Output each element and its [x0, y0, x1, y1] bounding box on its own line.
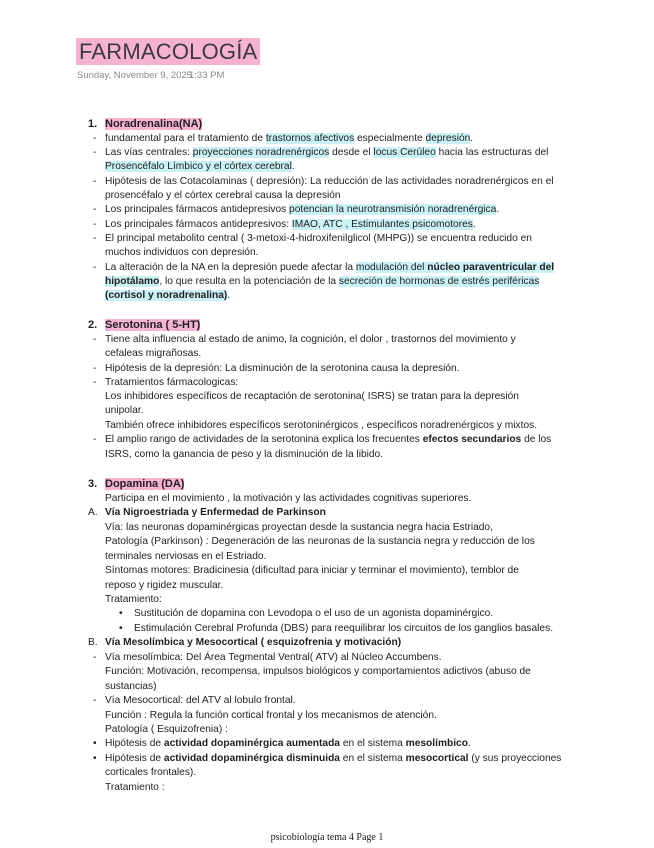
- highlighted-text: modulación del: [355, 262, 428, 273]
- highlighted-text: Serotonina ( 5-HT): [105, 319, 201, 331]
- text-run: cefaleas migrañosas.: [105, 348, 202, 359]
- text-run: de los: [521, 434, 552, 445]
- text-line: [105, 535, 535, 549]
- list-marker: B.: [88, 637, 98, 648]
- text-line: [105, 203, 499, 217]
- highlighted-text: secreción de hormonas de estrés periféricas: [338, 276, 540, 287]
- list-marker: -: [93, 233, 97, 244]
- text-run: .: [467, 738, 471, 749]
- text-line: [105, 132, 473, 146]
- text-line: [105, 146, 548, 160]
- text-run: desde el: [329, 147, 374, 158]
- list-marker: -: [93, 334, 97, 345]
- text-run: También ofrece inhibidores específicos serotoninérgicos , específicos noradrenérgicos y mixtos.: [105, 420, 538, 431]
- text-run: .: [496, 204, 500, 215]
- text-line: [105, 419, 537, 433]
- text-line: [105, 781, 165, 795]
- text-run: .: [472, 219, 476, 230]
- text-run: (y sus proyecciones: [468, 753, 562, 764]
- text-line: [105, 433, 551, 447]
- list-marker: -: [93, 652, 97, 663]
- list-marker: -: [93, 363, 97, 374]
- text-run: Síntomas motores: Bradicinesia (dificultad para iniciar y terminar el movimiento), temblor de: [105, 565, 519, 576]
- text-line: [105, 737, 471, 751]
- text-run: Patología ( Esquizofrenia) :: [105, 724, 228, 735]
- text-line: [105, 404, 144, 418]
- list-marker: -: [93, 219, 97, 230]
- text-run: terminales nerviosas en el Estriado.: [105, 551, 267, 562]
- section-heading: [105, 318, 200, 332]
- highlighted-text: proyecciones noradrenérgicos: [192, 147, 330, 158]
- list-marker: -: [93, 133, 97, 144]
- highlighted-text: depresión: [425, 133, 471, 144]
- text-line: [105, 665, 531, 679]
- section-heading: [105, 117, 202, 131]
- highlighted-text: IMAO, ATC , Estimulantes psicomotores: [291, 219, 473, 230]
- text-run: Tratamiento:: [105, 594, 162, 605]
- text-run: Participa en el movimiento , la motivación y las actividades cognitivas superiores.: [105, 493, 472, 504]
- text-line: [105, 376, 238, 390]
- list-marker: •: [119, 623, 123, 634]
- text-line: [105, 550, 266, 564]
- text-run: sustancias): [105, 681, 157, 692]
- text-run: Vía mesolímbica: Del Área Tegmental Ventral( ATV) al Núcleo Accumbens.: [105, 652, 442, 663]
- text-run: Hipótesis de la depresión: La disminución de la serotonina causa la depresión.: [105, 363, 460, 374]
- text-line: [105, 521, 493, 535]
- text-run: prosencéfalo y el córtex cerebral causa la depresión: [105, 190, 341, 201]
- text-run: .: [470, 133, 474, 144]
- text-run: .: [291, 161, 295, 172]
- text-run: actividad dopaminérgica aumentada: [163, 738, 340, 749]
- text-run: Función: Motivación, recompensa, impulsos biológicos y comportamientos adictivos (abuso de: [105, 666, 531, 677]
- text-run: Sustitución de dopamina con Levodopa o el uso de un agonista dopaminérgico.: [134, 608, 494, 619]
- text-run: El principal metabolito central ( 3-metoxi-4-hidroxifenilglicol (MHPG)) se encuentra reducido en: [105, 233, 532, 244]
- list-marker: •: [93, 753, 97, 764]
- list-marker: •: [119, 608, 123, 619]
- list-marker: 2.: [88, 319, 98, 331]
- highlighted-text: (cortisol y noradrenalina): [105, 290, 228, 301]
- text-run: muchos individuos con depresión.: [105, 247, 259, 258]
- list-marker: -: [93, 204, 97, 215]
- text-run: actividad dopaminérgica disminuida: [163, 753, 340, 764]
- list-marker: -: [93, 176, 97, 187]
- text-run: Vía: las neuronas dopaminérgicas proyectan desde la sustancia negra hacia Estriado,: [105, 522, 493, 533]
- text-line: [105, 289, 230, 303]
- page-title: FARMACOLOGÍA: [76, 38, 260, 65]
- text-line: [105, 636, 401, 650]
- text-line: [105, 390, 519, 404]
- text-run: Los inhibidores específicos de recaptación de serotonina( ISRS) se tratan para la depresión: [105, 391, 519, 402]
- page-footer: psicobiología tema 4 Page 1: [270, 832, 384, 843]
- page-date: Sunday, November 9, 2025: [77, 70, 192, 81]
- section-heading: [105, 477, 184, 491]
- text-line: [105, 160, 295, 174]
- text-line: [105, 189, 341, 203]
- text-line: [105, 362, 460, 376]
- text-run: Hipótesis de las Cotacolaminas ( depresión): La reducción de las actividades noradrenérgicos en el: [105, 176, 554, 187]
- text-run: mesocortical: [405, 753, 469, 764]
- text-run: Tratamientos fármacologicas:: [105, 377, 239, 388]
- text-run: Hipótesis de: [105, 753, 164, 764]
- text-run: La alteración de la NA en la depresión puede afectar la: [105, 262, 356, 273]
- text-run: Vía Mesolímbica y Mesocortical ( esquizofrenia y motivación): [105, 637, 402, 648]
- list-marker: 1.: [88, 118, 98, 130]
- text-run: en el sistema: [339, 753, 406, 764]
- text-run: unipolar.: [105, 405, 144, 416]
- text-run: Función : Regula la función cortical frontal y los mecanismos de atención.: [105, 710, 437, 721]
- list-marker: -: [93, 434, 97, 445]
- text-line: [105, 694, 296, 708]
- text-run: corticales frontales).: [105, 767, 197, 778]
- text-line: [105, 680, 157, 694]
- text-line: [105, 333, 516, 347]
- text-line: [105, 506, 326, 520]
- highlighted-text: hipotálamo: [105, 276, 160, 287]
- text-line: [105, 651, 442, 665]
- text-run: Vía Nigroestriada y Enfermedad de Parkinson: [105, 507, 326, 518]
- text-line: [105, 261, 554, 275]
- text-run: reposo y rigidez muscular.: [105, 580, 224, 591]
- text-run: El amplio rango de actividades de la serotonina explica los frecuentes: [105, 434, 423, 445]
- text-line: [105, 752, 561, 766]
- text-run: Patología (Parkinson) : Degeneración de las neuronas de la sustancia negra y reducción de los: [105, 536, 535, 547]
- list-marker: •: [93, 738, 97, 749]
- text-run: efectos secundarios: [422, 434, 522, 445]
- text-run: fundamental para el tratamiento de: [105, 133, 266, 144]
- text-line: [105, 275, 539, 289]
- text-line: [105, 347, 201, 361]
- text-line: [105, 448, 383, 462]
- list-marker: A.: [88, 507, 98, 518]
- text-run: .: [227, 290, 231, 301]
- text-run: Tiene alta influencia al estado de animo, la cognición, el dolor , trastornos del movimiento y: [105, 334, 516, 345]
- text-line: [105, 492, 471, 506]
- list-marker: -: [93, 377, 97, 388]
- text-run: Los principales fármacos antidepresivos:: [105, 219, 292, 230]
- highlighted-text: locus Cerúleo: [373, 147, 436, 158]
- text-line: [105, 232, 532, 246]
- text-run: mesolímbico: [405, 738, 468, 749]
- text-run: en el sistema: [339, 738, 406, 749]
- list-marker: -: [93, 147, 97, 158]
- text-run: Los principales fármacos antidepresivos: [105, 204, 290, 215]
- text-line: [105, 579, 223, 593]
- text-line: [105, 766, 196, 780]
- text-line: [134, 607, 493, 621]
- text-run: especialmente: [354, 133, 426, 144]
- page-time: 1:33 PM: [189, 70, 225, 81]
- text-run: , lo que resulta en la potenciación de la: [159, 276, 339, 287]
- highlighted-text: Prosencéfalo Límbico y el córtex cerebral: [105, 161, 292, 172]
- list-marker: 3.: [88, 478, 98, 490]
- highlighted-text: Noradrenalina(NA): [105, 118, 203, 130]
- text-run: Vía Mesocortical: del ATV al lobulo frontal.: [105, 695, 296, 706]
- highlighted-text: Dopamina (DA): [105, 478, 185, 490]
- list-marker: -: [93, 695, 97, 706]
- text-line: [105, 593, 162, 607]
- text-line: [134, 622, 553, 636]
- text-run: ISRS, como la ganancia de peso y la disminución de la libido.: [105, 449, 384, 460]
- text-run: Las vías centrales:: [105, 147, 193, 158]
- highlighted-text: trastornos afectivos: [265, 133, 355, 144]
- highlighted-text: potencian la neurotransmisión noradrenérgica: [289, 204, 497, 215]
- text-line: [105, 175, 554, 189]
- text-line: [105, 723, 228, 737]
- text-run: Tratamiento :: [105, 782, 165, 793]
- text-line: [105, 709, 437, 723]
- text-run: Estimulación Cerebral Profunda (DBS) para reequilibrar los circuitos de los ganglios basales.: [134, 623, 554, 634]
- list-marker: -: [93, 262, 97, 273]
- highlighted-text: núcleo paraventricular del: [427, 262, 555, 273]
- text-line: [105, 246, 258, 260]
- text-line: [105, 564, 519, 578]
- text-line: [105, 218, 476, 232]
- text-run: hacia las estructuras del: [435, 147, 549, 158]
- text-run: Hipótesis de: [105, 738, 164, 749]
